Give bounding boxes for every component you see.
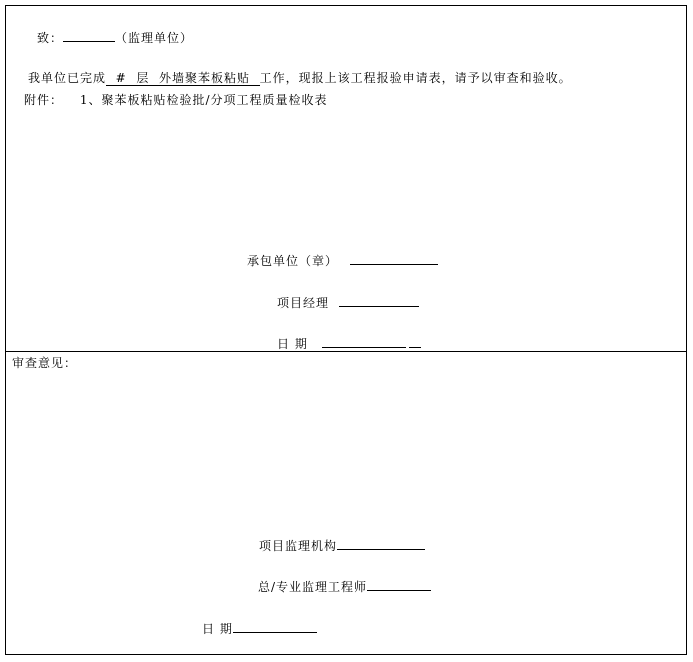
top-date-label: 日 期 (277, 337, 308, 351)
review-line (12, 355, 77, 371)
contractor-label: 承包单位（章） (247, 254, 339, 268)
supervision-org-line (259, 537, 425, 554)
completed-work-field[interactable]: # 层 外墙聚苯板粘贴 (106, 71, 260, 85)
contractor-blank[interactable] (350, 252, 438, 265)
attachment-line (24, 92, 328, 108)
addressee-suffix: （监理单位） (115, 31, 194, 45)
addressee-line (37, 29, 193, 46)
bottom-date-label: 日 期 (202, 622, 233, 636)
engineer-label: 总/专业监理工程师 (258, 580, 368, 594)
statement-line (28, 70, 572, 86)
manager-line (277, 294, 419, 311)
attachment-item: 1、聚苯板粘贴检验批/分项工程质量检收表 (79, 93, 328, 107)
top-date-line (277, 335, 421, 352)
attachment-label: 附件： (24, 93, 64, 107)
statement-after: 工作，现报上该工程报验申请表，请予以审查和验收。 (259, 71, 572, 85)
review-label: 审查意见： (12, 356, 78, 370)
top-date-blank[interactable] (322, 335, 406, 348)
supervision-org-label: 项目监理机构 (259, 539, 338, 553)
top-date-blank-extra (409, 335, 421, 348)
bottom-date-line (202, 620, 317, 637)
manager-blank[interactable] (339, 294, 419, 307)
supervision-org-blank[interactable] (337, 537, 425, 550)
engineer-line (258, 578, 431, 595)
contractor-line (247, 252, 438, 269)
addressee-blank[interactable] (63, 29, 115, 42)
engineer-blank[interactable] (367, 578, 431, 591)
statement-before: 我单位已完成 (28, 71, 107, 85)
manager-label: 项目经理 (277, 296, 330, 310)
bottom-date-blank[interactable] (233, 620, 317, 633)
addressee-prefix: 致： (37, 31, 64, 45)
